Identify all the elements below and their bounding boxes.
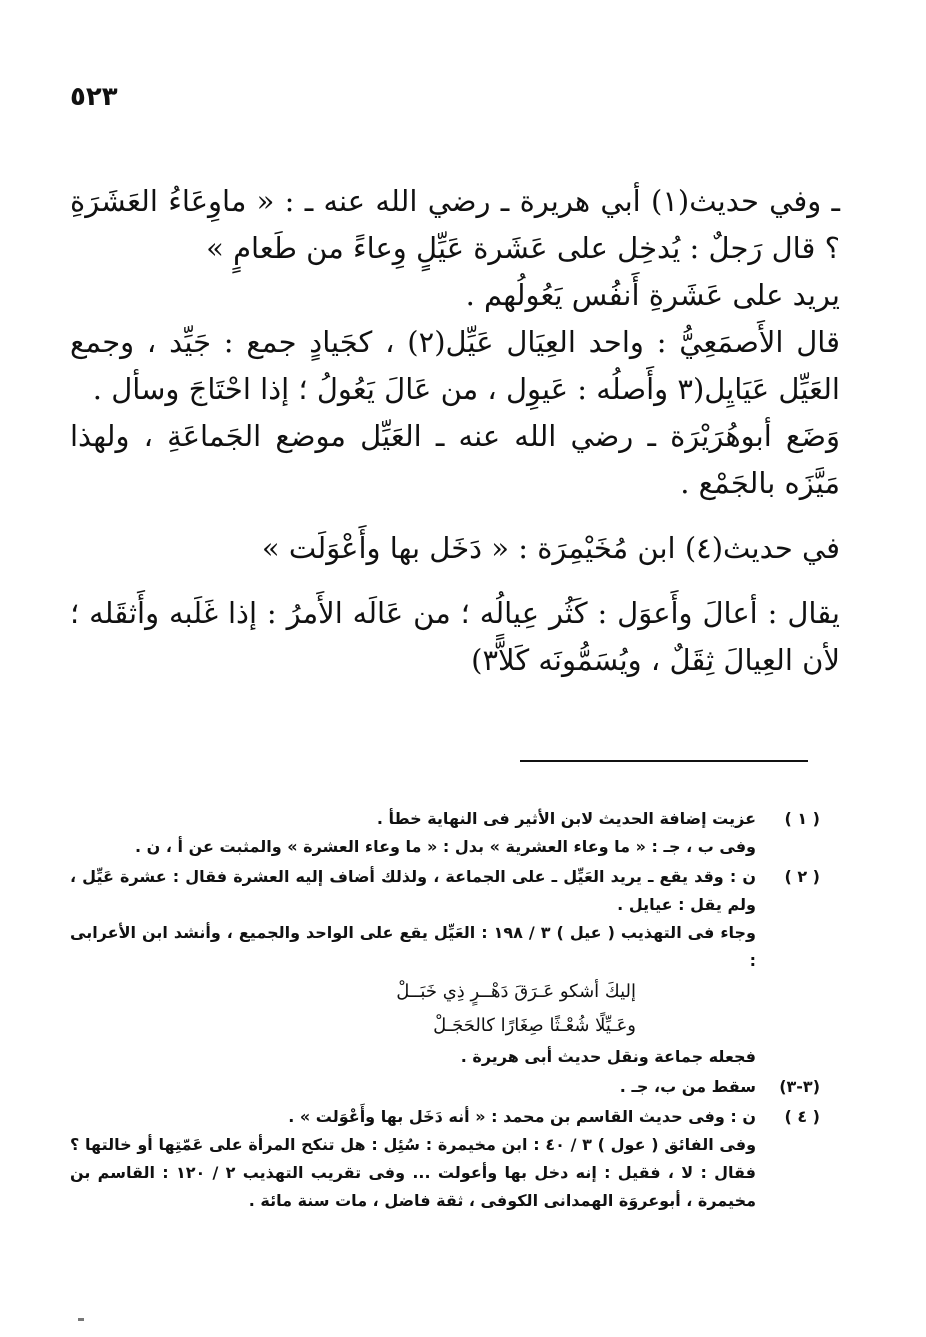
paragraph-5: في حديث(٤) ابن مُخَيْمِرَة : « دَخَل بها وأَعْوَلَت » — [261, 531, 840, 565]
footnote-line: فجعله جماعة ونقل حديث أبى هريرة . — [460, 1047, 756, 1066]
footnote-body — [70, 863, 756, 1071]
footnote-number: ( ٤ ) — [784, 1107, 820, 1126]
footnote-line: وجاء فى التهذيب ( عيل ) ٣ / ١٩٨ : العَيِّل يقع على الواحد والجميع ، وأنشد ابن الأعرابى : — [70, 923, 756, 970]
footnote-line: ن : وقد يقع ـ يريد العَيِّل ـ على الجماعة ، ولذلك أضاف إليه العشرة فقال : عشرة عَيِّل ، ولم يقل : عيايل . — [70, 867, 756, 914]
verse-line: وعَـيِّلًا شُعْـثًا صِغَارًا كالحَجَـلْ — [433, 1015, 636, 1036]
footnotes — [70, 805, 820, 1217]
paragraph-1: ـ وفي حديث(١) أبي هريرة ـ رضي الله عنه ـ : « ماوِعَاءُ العَشَرَةِ ؟ قال رَجلٌ : يُدخِل على عَشَرة عَيِّلٍ وِعاءً من طَعامٍ » — [70, 184, 840, 265]
paragraph-3: قال الأَصمَعِيُّ : واحد العِيَال عَيِّل(٢) ، كجَيادٍ جمع : جَيِّد ، وجمع العَيِّل عَيَايِل(٣ وأَصلُه : عَيوِل ، من عَالَ يَعُولُ ؛ إذا احْتَاجَ وسأل . — [70, 325, 840, 406]
footnote-3 — [70, 1073, 820, 1101]
footnote-separator — [520, 760, 808, 762]
footnote-line: سقط من ب، جـ . — [619, 1077, 756, 1096]
footnote-number: (٣-٣) — [779, 1077, 820, 1096]
paragraph-6: يقال : أعالَ وأَعوَل : كَثُر عِيالُه ؛ من عَالَه الأَمرُ : إذا غَلَبه وأَثقَله ؛ لأن العِيالَ ثِقَلٌ ، ويُسَمُّونَه كَلاًّ٣) — [70, 596, 840, 677]
footnote-body — [70, 805, 756, 861]
footnote-body — [70, 1073, 756, 1101]
footnote-line: عزيت إضافة الحديث لابن الأثير فى النهاية خطأ . — [376, 809, 756, 828]
verse-line: إليكَ أشكو عَـرَقَ دَهْــرٍ ذِي خَبَــلْ — [396, 981, 636, 1002]
footnote-line: ن : وفى حديث القاسم بن محمد : « أنه دَخَل بها وأَعْوَلت » . — [288, 1107, 756, 1126]
paragraph-4: وَضَع أبوهُرَيْرَة ـ رضي الله عنه ـ العَيِّل موضع الجَماعَةِ ، ولهذا مَيَّزَه بالجَمْع . — [70, 419, 840, 500]
spacer — [70, 507, 840, 525]
footnote-2 — [70, 863, 820, 1071]
poem-verse — [70, 975, 756, 1043]
footnote-body — [70, 1103, 756, 1215]
page-number: ٥٢٣ — [70, 82, 118, 112]
paragraph-2: يريد على عَشَرةِ أَنفُس يَعُولُهم . — [465, 278, 840, 312]
footnote-line: وفى الفائق ( عول ) ٣ / ٤٠ : ابن مخيمرة : سُئِل : هل تنكح المرأة على عَمّتِها أو خالتها ؟ فقال : لا ، فقيل : إنه دخل بها وأعولت ... وفى تقريب التهذيب ٢ / ١٢٠ : القاسم بن مخيمرة ، أبوعروَة الهمدانى الكوفى ، ثقة فاضل ، مات سنة مائة . — [70, 1135, 757, 1210]
spacer — [70, 572, 840, 590]
footnote-number: ( ٢ ) — [784, 867, 820, 886]
scan-mark — [78, 1318, 84, 1321]
footnote-line: وفى ب ، جـ : « ما وعاء العشرية » بدل : « ما وعاء العشرة » والمثبت عن أ ، ن . — [135, 837, 756, 856]
main-text — [70, 178, 840, 684]
footnote-4 — [70, 1103, 820, 1215]
footnote-1 — [70, 805, 820, 861]
footnote-number: ( ١ ) — [784, 809, 820, 828]
